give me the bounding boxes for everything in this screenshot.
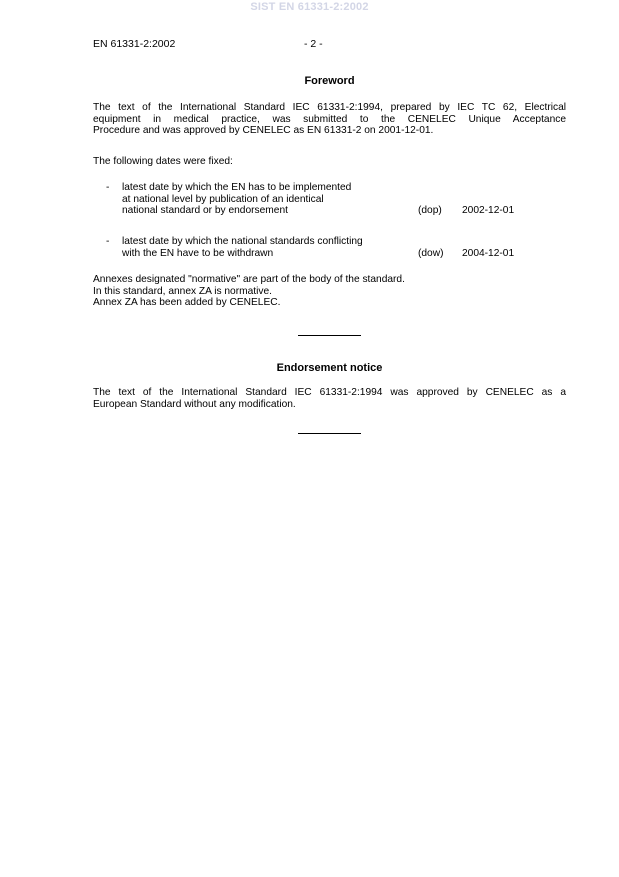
paragraph-line: Annexes designated "normative" are part of the body of the standard. — [93, 274, 405, 285]
foreword-intro-paragraph — [93, 102, 566, 137]
list-item-line: with the EN have to be withdrawn — [122, 247, 274, 259]
paragraph-line: equipment in medical practice, was submitted to the CENELEC Unique Acceptance — [93, 113, 566, 125]
dates-intro: The following dates were fixed: — [93, 156, 233, 167]
date-abbreviation: (dop) — [418, 205, 442, 217]
annex-paragraph — [93, 274, 566, 309]
list-item-line: latest date by which the national standards conflicting — [122, 236, 363, 247]
list-dash: - — [106, 182, 110, 193]
document-id: EN 61331-2:2002 — [93, 38, 176, 50]
section-divider — [298, 335, 361, 336]
paragraph-line: In this standard, annex ZA is normative. — [93, 285, 272, 297]
list-item-line: latest date by which the EN has to be implemented — [122, 182, 352, 193]
paragraph-line: The text of the International Standard IEC 61331-2:1994, prepared by IEC TC 62, Electrical — [93, 102, 566, 113]
date-value: 2004-12-01 — [462, 247, 515, 259]
list-item-line: national standard or by endorsement — [122, 205, 288, 217]
watermark: SIST EN 61331-2:2002 — [250, 1, 369, 13]
date-item-dop — [106, 182, 566, 222]
date-item-dow — [106, 236, 566, 262]
date-value: 2002-12-01 — [462, 205, 515, 217]
foreword-title: Foreword — [304, 75, 355, 87]
list-item-line: at national level by publication of an identical — [122, 193, 324, 205]
date-abbreviation: (dow) — [418, 247, 444, 259]
paragraph-line: Procedure and was approved by CENELEC as EN 61331-2 on 2001-12-01. — [93, 125, 434, 137]
page-number: - 2 - — [304, 38, 323, 50]
paragraph-line: European Standard without any modification. — [93, 398, 296, 410]
paragraph-line: The text of the International Standard IEC 61331-2:1994 was approved by CENELEC as a — [93, 387, 566, 398]
date-item-text — [122, 182, 412, 217]
endorsement-paragraph — [93, 387, 566, 410]
list-dash: - — [106, 236, 110, 247]
date-item-text — [122, 236, 412, 259]
endorsement-title: Endorsement notice — [276, 362, 383, 374]
paragraph-line: Annex ZA has been added by CENELEC. — [93, 297, 281, 309]
section-divider — [298, 433, 361, 434]
